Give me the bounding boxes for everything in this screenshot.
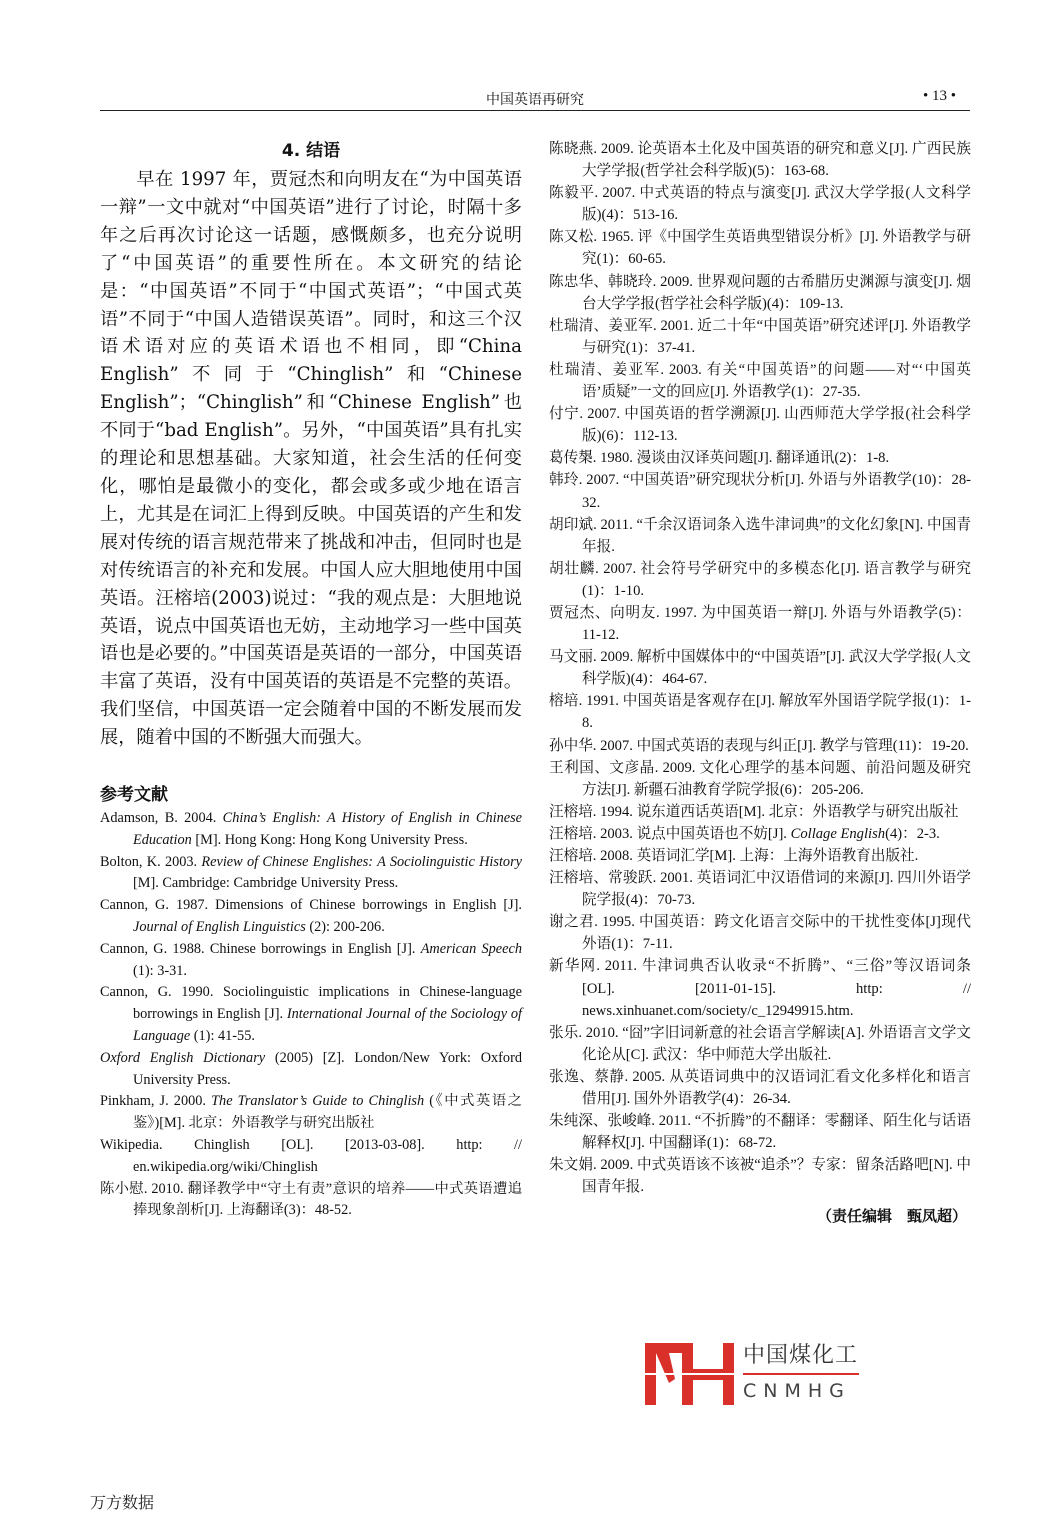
reference-entry xyxy=(549,226,971,270)
reference-entry xyxy=(549,469,971,513)
reference-text: 陈忠华、韩晓玲. 2009. 世界观问题的古希腊历史渊源与演变[J]. 烟台大学学报(哲学社会科学版)(4)：109-13. xyxy=(549,273,971,312)
reference-title-italic: American Speech xyxy=(420,940,522,957)
reference-text: 榕培. 1991. 中国英语是客观存在[J]. 解放军外国语学院学报(1)：1-8. xyxy=(549,693,971,732)
reference-text: (1): 3-31. xyxy=(133,962,187,979)
reference-text: 贾冠杰、向明友. 1997. 为中国英语一辩[J]. 外语与外语教学(5)：11-12. xyxy=(549,604,971,644)
reference-title-italic: The Translator’s Guide to Chinglish xyxy=(211,1093,425,1110)
reference-text: 陈毅平. 2007. 中式英语的特点与演变[J]. 武汉大学学报(人文科学版)(4)：513-16. xyxy=(549,185,971,224)
reference-entry xyxy=(549,138,971,182)
reference-text: 胡印斌. 2011. “千余汉语词条入选牛津词典”的文化幻象[N]. 中国青年报. xyxy=(549,516,971,555)
reference-entry xyxy=(549,911,971,955)
reference-text: 王利国、文彦晶. 2009. 文化心理学的基本问题、前沿问题及研究方法[J]. 新疆石油教育学院学报(6)：205-206. xyxy=(549,759,971,798)
reference-text: [M]. Cambridge: Cambridge University Press. xyxy=(133,875,399,892)
reference-title-italic: Journal of English Linguistics xyxy=(133,919,306,936)
reference-text: Cannon, G. 1990. Sociolinguistic implications in Chinese-language borrowings in English [J]. xyxy=(100,984,522,1023)
reference-entry xyxy=(549,1066,971,1110)
reference-title-italic: Review of Chinese Englishes: A Sociolinguistic History xyxy=(201,853,522,870)
reference-entry xyxy=(549,735,971,757)
reference-entry xyxy=(549,182,971,226)
reference-text: Bolton, K. 2003. xyxy=(100,853,202,870)
reference-text: 陈小慰. 2010. 翻译教学中“守土有责”意识的培养——中式英语遭追捧现象剖析[J]. 上海翻译(3)：48-52. xyxy=(100,1180,522,1219)
reference-text: 陈晓燕. 2009. 论英语本土化及中国英语的研究和意义[J]. 广西民族大学学报(哲学社会科学版)(5)：163-68. xyxy=(549,141,971,180)
reference-entry xyxy=(100,982,522,1047)
reference-text: (《中式英语之鉴》)[M]. 北京：外语教学与研究出版社 xyxy=(133,1093,522,1132)
reference-text: 陈又松. 1965. 评《中国学生英语典型错误分析》[J]. 外语教学与研究(1)：60-65. xyxy=(549,229,971,268)
reference-text: 胡壮麟. 2007. 社会符号学研究中的多模态化[J]. 语言教学与研究(1)：1-10. xyxy=(549,560,971,599)
page-number: • 13 • xyxy=(922,88,956,104)
reference-entry xyxy=(549,1154,971,1198)
reference-text: Wikipedia. Chinglish [OL]. [2013-03-08]. http: // en.wikipedia.org/wiki/Chinglish xyxy=(100,1136,522,1175)
reference-entry xyxy=(549,602,971,646)
reference-entry xyxy=(100,808,522,852)
left-column xyxy=(100,138,522,1222)
reference-entry xyxy=(549,823,971,845)
reference-text: Cannon, G. 1987. Dimensions of Chinese borrowings in English [J]. xyxy=(100,897,522,914)
reference-entry xyxy=(549,1022,971,1066)
reference-text: 杜瑞清、姜亚军. 2001. 近二十年“中国英语”研究述评[J]. 外语教学与研究(1)：37-41. xyxy=(549,317,971,356)
reference-entry xyxy=(549,514,971,558)
cnmhg-logo xyxy=(645,1343,905,1407)
conclusion-paragraph: 早在 1997 年，贾冠杰和向明友在“为中国英语一辩”一文中就对“中国英语”进行了讨论，时隔十多年之后再次讨论这一话题，感慨颇多，也充分说明了“中国英语”的重要性所在。本文研究的结论是：“中国英语”不同于“中国式英语”；“中国式英语”不同于“中国人造错误英语”。同时，和这三个汉语术语对应的英语术语也不相同，即“China English”不同于“Chinglish”和“Chinese English”；“Chinglish”和“Chinese English”也不同于“bad English”。另外，“中国英语”具有扎实的理论和思想基础。大家知道，社会生活的任何变化，哪怕是最微小的变化，都会或多或少地在语言上，尤其是在词汇上得到反映。中国英语的产生和发展对传统的语言规范带来了挑战和冲击，但同时也是对传统语言的补充和发展。中国人应大胆地使用中国英语。汪榕培(2003)说过：“我的观点是：大胆地说英语，说点中国英语也无妨，主动地学习一些中国英语也是必要的。”中国英语是英语的一部分，中国英语丰富了英语，没有中国英语的英语是不完整的英语。我们坚信，中国英语一定会随着中国的不断发展而发展，随着中国的不断强大而强大。 xyxy=(100,169,522,749)
reference-entry xyxy=(549,558,971,602)
reference-text: 葛传槼. 1980. 漫谈由汉译英问题[J]. 翻译通讯(2)：1-8. xyxy=(549,450,890,467)
right-column xyxy=(549,138,971,1226)
reference-entry xyxy=(100,939,522,983)
reference-text: 孙中华. 2007. 中国式英语的表现与纠正[J]. 教学与管理(11)：19-20. xyxy=(549,737,969,754)
reference-entry xyxy=(549,315,971,359)
section-title: 4. 结语 xyxy=(281,141,341,161)
reference-entry xyxy=(549,845,971,867)
reference-entry xyxy=(549,447,971,469)
responsible-editor: （责任编辑 甄凤超） xyxy=(816,1206,967,1225)
reference-text: 韩玲. 2007. “中国英语”研究现状分析[J]. 外语与外语教学(10)：28-32. xyxy=(549,472,971,511)
reference-title-italic: International Journal of the Sociology of Language xyxy=(133,1006,522,1044)
reference-text: (1): 41-55. xyxy=(190,1028,255,1044)
reference-title-italic: Oxford English Dictionary xyxy=(100,1049,266,1066)
reference-text: 汪榕培. 1994. 说东道西话英语[M]. 北京：外语教学与研究出版社 xyxy=(549,803,959,820)
reference-text: 汪榕培. 2008. 英语词汇学[M]. 上海：上海外语教育出版社. xyxy=(549,848,919,864)
reference-entry xyxy=(100,895,522,939)
reference-entry xyxy=(549,646,971,690)
reference-list-left xyxy=(100,808,522,1222)
reference-entry xyxy=(549,1110,971,1154)
reference-text: 张乐. 2010. “囧”字旧词新意的社会语言学解读[A]. 外语语言文学文化论从[C]. 武汉：华中师范大学出版社. xyxy=(549,1024,971,1063)
reference-entry xyxy=(549,690,971,734)
logo-text-cn: 中国煤化工 xyxy=(743,1343,859,1368)
reference-text: 朱文娟. 2009. 中式英语该不该被“追杀”？专家：留条活路吧[N]. 中国青年报. xyxy=(549,1157,971,1196)
reference-text: 杜瑞清、姜亚军. 2003. 有关“中国英语”的问题——对“‘中国英语’质疑”一文的回应[J]. 外语教学(1)：27-35. xyxy=(549,361,971,401)
reference-entry xyxy=(549,403,971,447)
reference-entry xyxy=(549,801,971,823)
reference-text: 汪榕培、常骏跃. 2001. 英语词汇中汉语借词的来源[J]. 四川外语学院学报(4)：70-73. xyxy=(549,870,971,909)
reference-entry xyxy=(549,271,971,315)
reference-text: (2005) [Z]. London/New York: Oxford University Press. xyxy=(133,1049,522,1088)
reference-entry xyxy=(549,359,971,403)
reference-text: Adamson, B. 2004. xyxy=(100,810,223,827)
running-header xyxy=(100,86,970,111)
reference-entry xyxy=(100,1135,522,1179)
reference-title-italic: China’s English: A History of English in Chinese Education xyxy=(133,810,522,848)
reference-text: 张逸、蔡静. 2005. 从英语词典中的汉语词汇看文化多样化和语言借用[J]. 国外外语教学(4)：26-34. xyxy=(549,1068,971,1108)
reference-text: Cannon, G. 1988. Chinese borrowings in English [J]. xyxy=(100,940,421,957)
reference-text: 新华网. 2011. 牛津词典否认收录“不折腾”、“三俗”等汉语词条[OL]. [2011-01-15]. http: // news.xinhuanet.com/society/c_12949915.htm. xyxy=(549,958,971,1019)
reference-title-italic: Collage English xyxy=(790,825,886,842)
reference-text: 朱纯深、张峻峰. 2011. “不折腾”的不翻译：零翻译、陌生化与话语解释权[J]. 中国翻译(1)：68-72. xyxy=(549,1113,971,1152)
watermark-footer: 万方数据 xyxy=(90,1493,155,1512)
reference-text: 汪榕培. 2003. 说点中国英语也不妨[J]. xyxy=(549,825,791,842)
reference-text: (2): 200-206. xyxy=(305,919,385,936)
reference-text: (4)：2-3. xyxy=(885,825,940,842)
mh-logo-icon xyxy=(645,1343,737,1405)
reference-entry xyxy=(100,1048,522,1092)
reference-text: 马文丽. 2009. 解析中国媒体中的“中国英语”[J]. 武汉大学学报(人文科学版)(4)：464-67. xyxy=(549,649,971,688)
reference-text: 谢之君. 1995. 中国英语：跨文化语言交际中的干扰性变体[J]现代外语(1)：7-11. xyxy=(549,914,971,953)
reference-entry xyxy=(100,1179,522,1223)
logo-divider xyxy=(743,1373,859,1375)
reference-entry xyxy=(100,852,522,896)
references-heading: 参考文献 xyxy=(100,785,168,806)
logo-text-en: CNMHG xyxy=(743,1380,851,1402)
reference-list-right xyxy=(549,138,971,1199)
reference-entry xyxy=(549,867,971,911)
reference-entry xyxy=(100,1091,522,1135)
reference-text: 付宁. 2007. 中国英语的哲学溯源[J]. 山西师范大学学报(社会科学版)(6)：112-13. xyxy=(549,406,971,445)
reference-entry xyxy=(549,955,971,1021)
reference-entry xyxy=(549,757,971,801)
journal-title: 中国英语再研究 xyxy=(486,92,584,108)
reference-text: [M]. Hong Kong: Hong Kong University Press. xyxy=(191,831,468,848)
reference-text: Pinkham, J. 2000. xyxy=(100,1093,212,1110)
